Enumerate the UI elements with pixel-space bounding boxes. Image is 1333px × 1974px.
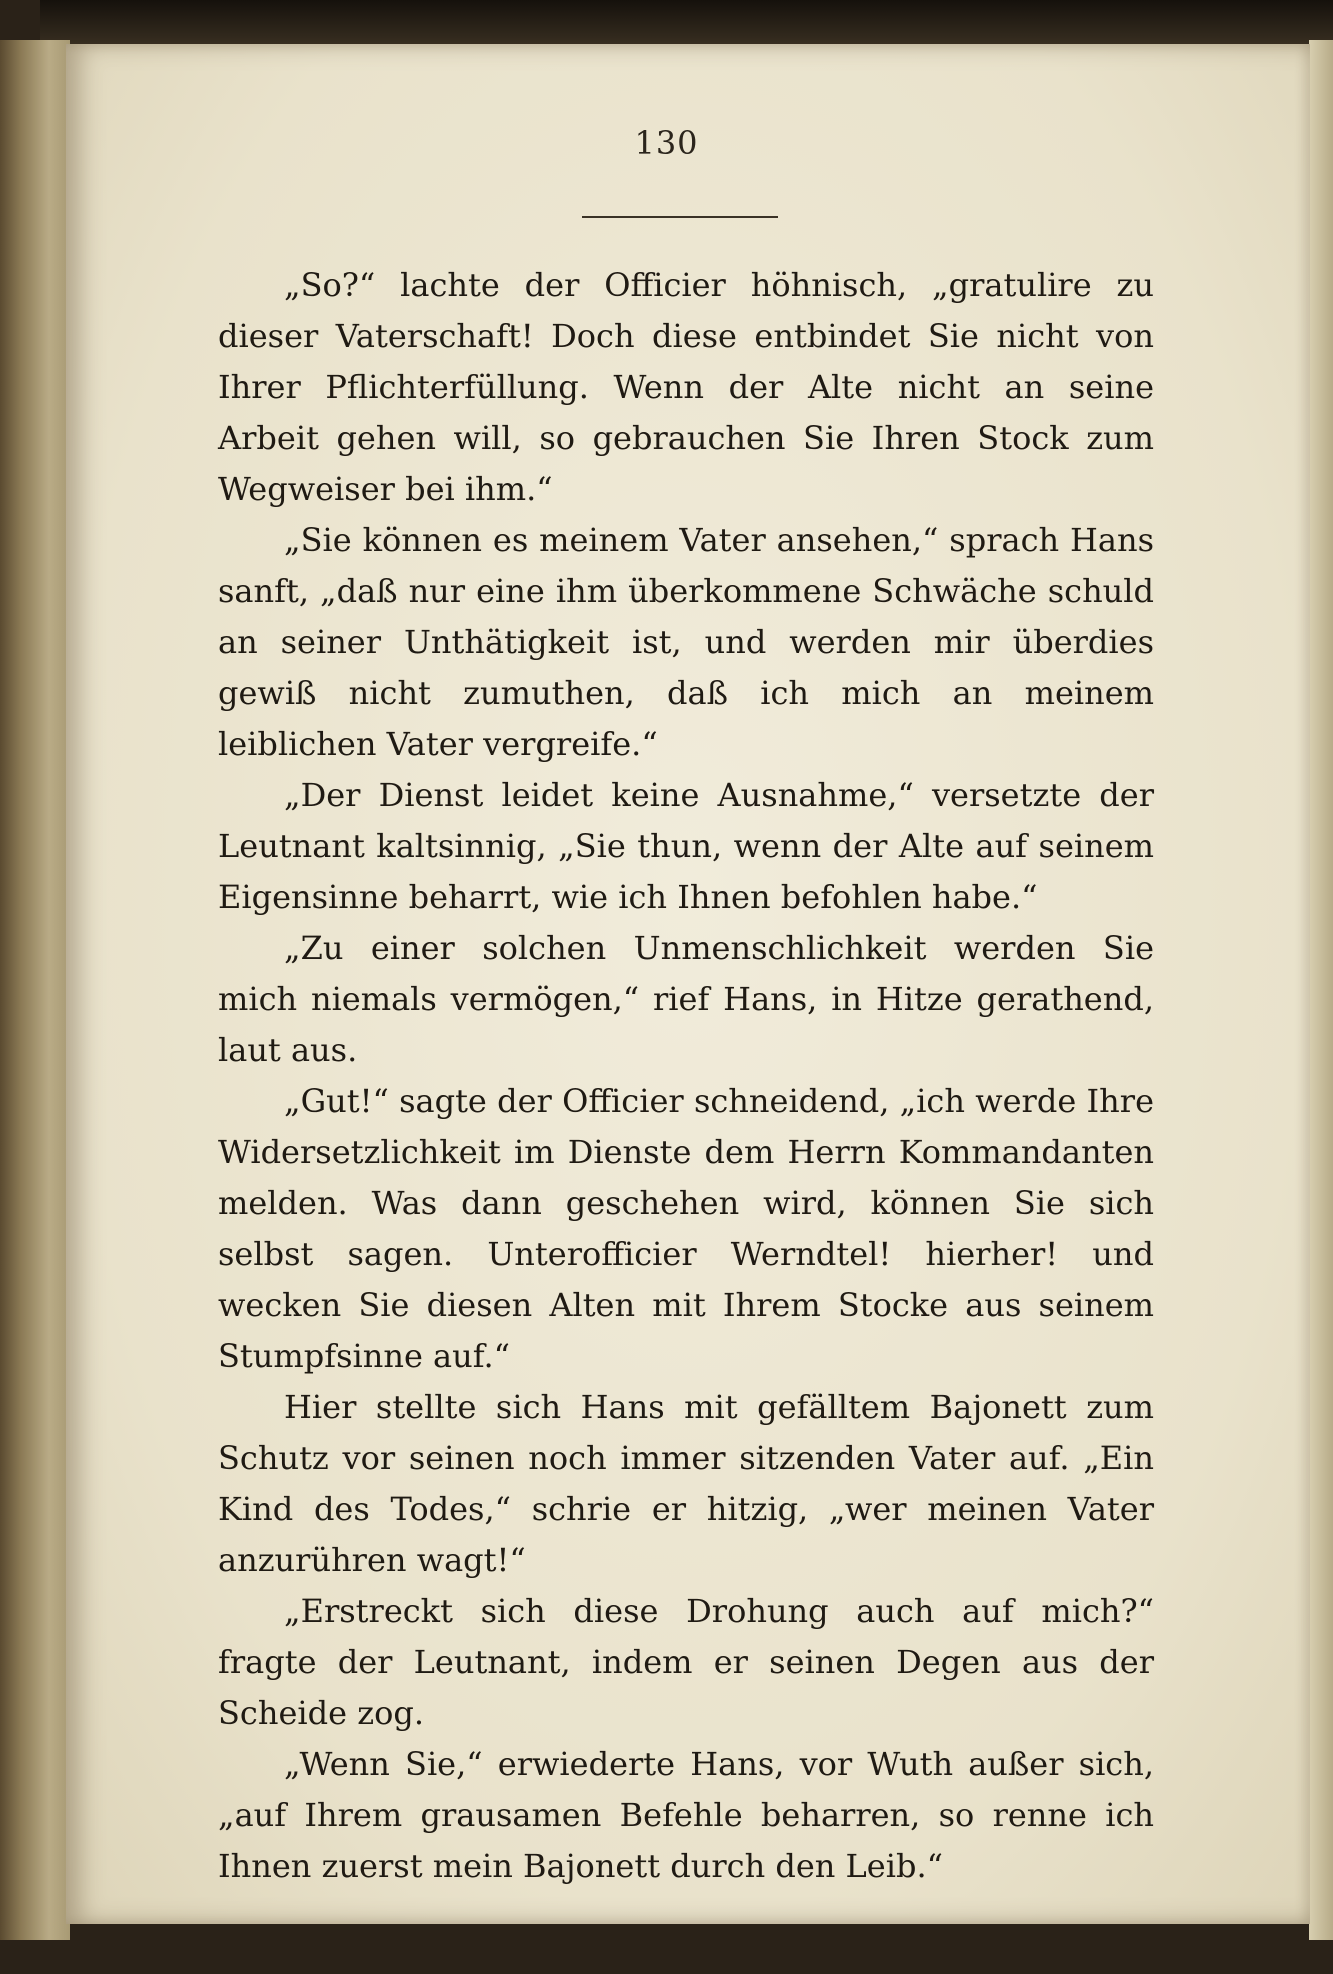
paragraph: „Erstreckt sich diese Drohung auch auf mich?“ fragte der Leutnant, indem er seinen Degen aus der Scheide zog. <box>218 1592 1154 1732</box>
paragraph: „Wenn Sie,“ erwiederte Hans, vor Wuth außer sich, „auf Ihrem grausamen Befehle beharren, so renne ich Ihnen zuerst mein Bajonett durch den Leib.“ <box>218 1745 1154 1885</box>
header-rule <box>582 216 778 218</box>
paragraph: „Gut!“ sagte der Officier schneidend, „ich werde Ihre Widersetzlichkeit im Dienste dem Herrn Kommandanten melden. Was dann geschehen wird, können Sie sich selbst sagen. Unterofficier Werndtel! hierher! und wecken Sie diesen Alten mit Ihrem Stocke aus seinem Stumpfsinne auf.“ <box>218 1082 1154 1375</box>
paragraph: „Der Dienst leidet keine Ausnahme,“ versetzte der Leutnant kaltsinnig, „Sie thun, wenn der Alte auf seinem Eigensinne beharrt, wie ich Ihnen befohlen habe.“ <box>218 776 1154 916</box>
paragraph: „Zu einer solchen Unmenschlichkeit werden Sie mich niemals vermögen,“ rief Hans, in Hitze gerathend, laut aus. <box>218 929 1154 1069</box>
paragraph: „So?“ lachte der Officier höhnisch, „gratulire zu dieser Vaterschaft! Doch diese entbindet Sie nicht von Ihrer Pflichterfüllung. Wenn der Alte nicht an seine Arbeit gehen will, so gebrauchen Sie Ihren Stock zum Wegweiser bei ihm.“ <box>218 266 1154 508</box>
paragraph: Hier stellte sich Hans mit gefälltem Bajonett zum Schutz vor seinen noch immer sitzenden Vater auf. „Ein Kind des Todes,“ schrie er hitzig, „wer meinen Vater anzurühren wagt!“ <box>218 1388 1154 1579</box>
book-binding-edge <box>0 40 70 1940</box>
book-page-edges <box>1309 40 1333 1940</box>
book-top-edge <box>40 0 1333 48</box>
paragraph: „Sie können es meinem Vater ansehen,“ sprach Hans sanft, „daß nur eine ihm überkommene Schwäche schuld an seiner Unthätigkeit ist, und werden mir überdies gewiß nicht zumuthen, daß ich mich an meinem leiblichen Vater vergreife.“ <box>218 521 1154 763</box>
page-number: 130 <box>634 124 699 162</box>
body-text <box>218 260 1154 1892</box>
